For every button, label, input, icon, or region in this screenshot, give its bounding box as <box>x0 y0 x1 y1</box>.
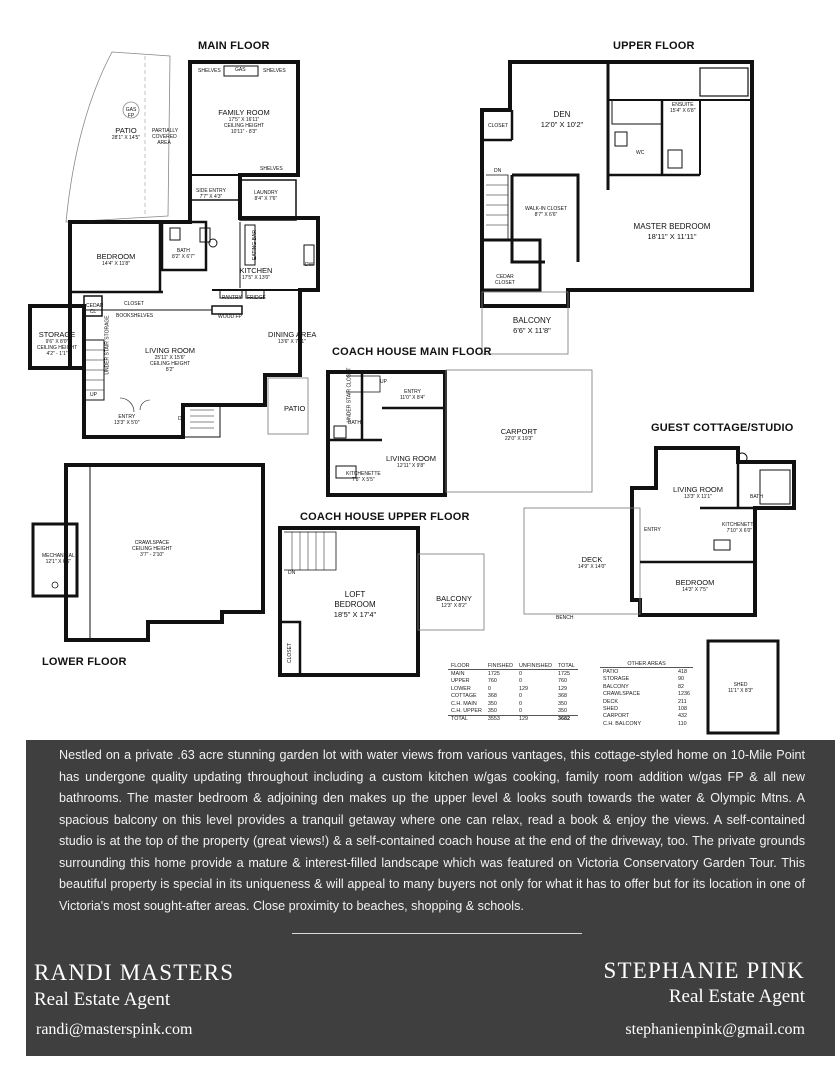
entry-label: ENTRY 11'0" X 8'4" <box>400 389 426 401</box>
table-cell: C.H. BALCONY <box>603 720 642 727</box>
table-cell: 350 <box>557 708 567 715</box>
bath-label: BATH 8'2" X 6'7" <box>172 248 195 260</box>
kitchenette-label: KITCHENETTE 7'8" X 5'5" <box>346 471 381 483</box>
bath-label: BATH <box>750 494 763 500</box>
table-row <box>448 700 578 707</box>
table-row <box>448 707 578 715</box>
living-room-label: LIVING ROOM 12'11" X 9'8" <box>385 454 436 469</box>
table-cell: 0 <box>519 700 523 707</box>
dn-label: DN <box>288 570 296 576</box>
table-row <box>600 713 693 720</box>
table-cell: CARPORT <box>603 713 630 720</box>
table-cell: 82 <box>678 683 685 690</box>
table-cell: 350 <box>557 700 567 707</box>
living-room-label: LIVING ROOM 13'3" X 11'1" <box>672 485 723 500</box>
table-cell: TOTAL <box>448 715 485 723</box>
table-cell: BALCONY <box>603 683 629 690</box>
deck-label: DECK 14'9" X 14'0" <box>577 555 607 570</box>
divider <box>292 933 582 934</box>
table-cell: 3553 <box>485 715 516 723</box>
wc-label: WC <box>636 150 645 156</box>
table-cell: UPPER <box>451 678 470 685</box>
dn-label: DN <box>494 168 502 174</box>
table-row <box>600 705 693 712</box>
bedroom-label: BEDROOM 14'3" X 7'5" <box>675 578 715 593</box>
table-row <box>600 720 693 727</box>
table-cell: 1236 <box>678 691 691 698</box>
mechanical-label: MECHANICAL 12'1" X 6'6" <box>42 553 75 565</box>
shelves-label: SHELVES <box>263 68 286 74</box>
table-header-cell: OTHER AREAS <box>600 660 693 668</box>
closet-label: CLOSET <box>287 642 294 664</box>
table-row <box>600 691 693 698</box>
main-floor-plan <box>30 52 318 437</box>
table-cell: 368 <box>557 693 567 700</box>
agent-name: STEPHANIE PINK <box>603 958 805 983</box>
table-cell: 0 <box>487 685 491 692</box>
table-cell: 432 <box>678 713 688 720</box>
table-row <box>448 670 578 678</box>
table-cell: 0 <box>519 671 523 678</box>
agent-email-link[interactable]: stephanienpink@gmail.com <box>625 1021 805 1038</box>
crawlspace-label: CRAWLSPACE CEILING HEIGHT 3'7" - 2'10" <box>132 540 173 558</box>
table-cell: 1725 <box>487 671 500 678</box>
kitchenette-label: KITCHENETTE 7'10" X 6'0" <box>722 522 757 534</box>
patio-label: PATIO 28'1" X 14'5" <box>111 126 141 141</box>
table-cell: 129 <box>557 685 567 692</box>
balcony-label: BALCONY 6'6" X 11'8" <box>512 316 552 335</box>
table-cell: 350 <box>487 700 497 707</box>
gas-fp-label: GAS FP <box>125 107 137 119</box>
bench-label: BENCH <box>556 615 574 621</box>
table-header-cell: UNFINISHED <box>516 662 555 670</box>
lower-floor-heading: LOWER FLOOR <box>42 656 127 668</box>
closet-label: CLOSET <box>488 123 509 129</box>
table-cell: CRAWLSPACE <box>603 691 641 698</box>
agent-title: Real Estate Agent <box>668 986 805 1007</box>
master-bedroom-label: MASTER BEDROOM 18'11" X 11'11" <box>633 222 711 241</box>
agent-name: RANDI MASTERS <box>34 960 235 985</box>
table-cell: 0 <box>519 678 523 685</box>
table-cell: 3682 <box>555 715 578 723</box>
table-cell: 90 <box>678 676 685 683</box>
table-cell: STORAGE <box>603 676 630 683</box>
table-row <box>600 698 693 705</box>
table-cell: PATIO <box>603 669 619 676</box>
table-cell: COTTAGE <box>451 693 477 700</box>
table-row <box>448 685 578 692</box>
table-cell: 108 <box>678 706 688 713</box>
table-row <box>600 683 693 690</box>
other-areas-table <box>600 660 693 728</box>
dn-label: DN <box>178 416 186 422</box>
living-room-label: LIVING ROOM 25'11" X 15'6" CEILING HEIGHT 8'2" <box>144 346 195 373</box>
table-cell: MAIN <box>451 671 465 678</box>
cedar-closet-label: CEDAR CLOSET <box>494 274 515 286</box>
shed-label: SHED 11'1" X 8'3" <box>728 682 754 694</box>
wood-fp-label: WOOD FP <box>218 314 242 320</box>
table-header-cell: FINISHED <box>485 662 516 670</box>
family-room-label: FAMILY ROOM 17'5" X 16'11" CEILING HEIGHT 10'11" - 8'3" <box>218 108 270 135</box>
loft-bedroom-label: LOFT BEDROOM 18'5" X 17'4" <box>333 590 377 619</box>
walk-in-closet-label: WALK-IN CLOSET 8'7" X 6'6" <box>524 206 568 218</box>
table-row <box>600 668 693 676</box>
table-header-row <box>600 660 693 668</box>
table-cell: 110 <box>678 720 687 727</box>
table-cell: C.H. MAIN <box>451 700 477 707</box>
bath-label: BATH <box>348 420 361 426</box>
table-row <box>448 678 578 685</box>
table-cell: 129 <box>519 685 529 692</box>
table-cell: 129 <box>516 715 555 723</box>
up-label: UP <box>380 379 387 385</box>
table-total-row <box>448 715 578 723</box>
bookshelves-label: BOOKSHELVES <box>116 313 154 319</box>
eating-bar-label: EATING BAR <box>251 230 258 260</box>
shelves-label: SHELVES <box>260 166 283 172</box>
table-header-cell: FLOOR <box>448 662 485 670</box>
table-cell: 1725 <box>557 671 570 678</box>
upper-floor-heading: UPPER FLOOR <box>613 40 695 52</box>
table-cell: 760 <box>487 678 497 685</box>
partially-covered-label: PARTIALLY COVERED AREA <box>152 128 179 146</box>
table-cell: SHED <box>603 706 618 713</box>
dw-label: DW <box>305 262 314 268</box>
table-cell: C.H. UPPER <box>451 708 482 715</box>
coach-upper-heading: COACH HOUSE UPPER FLOOR <box>300 511 470 523</box>
den-label: DEN 12'0" X 10'2" <box>540 110 584 129</box>
under-stair-storage-label: UNDER STAIR STORAGE <box>104 315 111 375</box>
cottage-heading: GUEST COTTAGE/STUDIO <box>651 422 794 434</box>
fridge-label: FRIDGE <box>247 295 266 301</box>
under-stair-closet-label: UNDER STAIR CLOSET <box>346 367 353 423</box>
kitchen-label: KITCHEN 17'5" X 13'0" <box>239 266 273 281</box>
table-cell: 418 <box>678 669 688 676</box>
pantry-label: PANTRY <box>222 295 242 301</box>
table-header-row <box>448 662 578 670</box>
gas-label: GAS <box>235 67 246 73</box>
table-cell: 0 <box>519 708 523 715</box>
listing-description: Nestled on a private .63 acre stunning garden lot with water views from various vantages, this cottage-styled home on 10-Mile Point has undergone quality updating throughout including a custom kitchen w/gas cooking, family room addition w/gas FP & all new bathrooms. The master bedroom & adjoining den makes up the upper level & looks south towards the water & Olympic Mtns. A spacious balcony on this level provides a tranquil getaway where one can relax, read a book & enjoy the views. A self-contained studio is at the top of the property (great views!) & a self-contained coach house at the end of the driveway, too. The private grounds surrounding this home provide a mature & interest-filled landscape which was featured on Victoria Conservatory Garden Tour. This beautiful property is special in its uniqueness & will appeal to many buyers not only for what it has to offer but for its location in one of Victoria's most sought-after areas. Close proximity to beaches, shopping & schools. <box>59 748 805 913</box>
table-cell: 350 <box>487 708 497 715</box>
closet-label: CLOSET <box>124 301 145 307</box>
table-row <box>600 676 693 683</box>
balcony-label: BALCONY 12'3" X 8'2" <box>436 594 472 609</box>
table-header-cell: TOTAL <box>555 662 578 670</box>
coach-main-heading: COACH HOUSE MAIN FLOOR <box>332 346 492 358</box>
table-cell: 760 <box>557 678 567 685</box>
bedroom-label: BEDROOM 14'4" X 11'8" <box>96 252 136 267</box>
table-cell: 368 <box>487 693 497 700</box>
entry-label: ENTRY 13'3" X 5'0" <box>114 414 140 426</box>
shelves-label: SHELVES <box>198 68 221 74</box>
side-entry-label: SIDE ENTRY 7'7" X 4'3" <box>196 188 226 200</box>
table-row <box>448 693 578 700</box>
up-label: UP <box>90 392 97 398</box>
table-cell: DECK <box>603 698 618 705</box>
floor-area-table <box>448 662 578 723</box>
ensuite-label: ENSUITE 15'4" X 6'8" <box>670 102 696 114</box>
storage-label: STORAGE 9'6" X 8'0" CEILING HEIGHT 4'2" - 1'1" <box>36 330 78 357</box>
dining-area-label: DINING AREA 13'6" X 7'11" <box>268 330 317 345</box>
agent-title: Real Estate Agent <box>34 989 171 1010</box>
main-floor-heading: MAIN FLOOR <box>198 40 270 52</box>
table-cell: LOWER <box>451 685 471 692</box>
laundry-label: LAUNDRY 8'4" X 7'6" <box>254 190 278 202</box>
entry-label: ENTRY <box>644 527 661 533</box>
table-cell: 211 <box>678 698 687 705</box>
description-panel <box>26 740 835 1056</box>
table-cell: 0 <box>519 693 523 700</box>
carport-label: CARPORT 22'0" X 19'3" <box>500 427 538 442</box>
agent-email-link[interactable]: randi@masterspink.com <box>36 1021 193 1038</box>
cedar-closet-label: CEDAR CL <box>86 303 104 315</box>
patio-label: PATIO <box>284 404 306 413</box>
